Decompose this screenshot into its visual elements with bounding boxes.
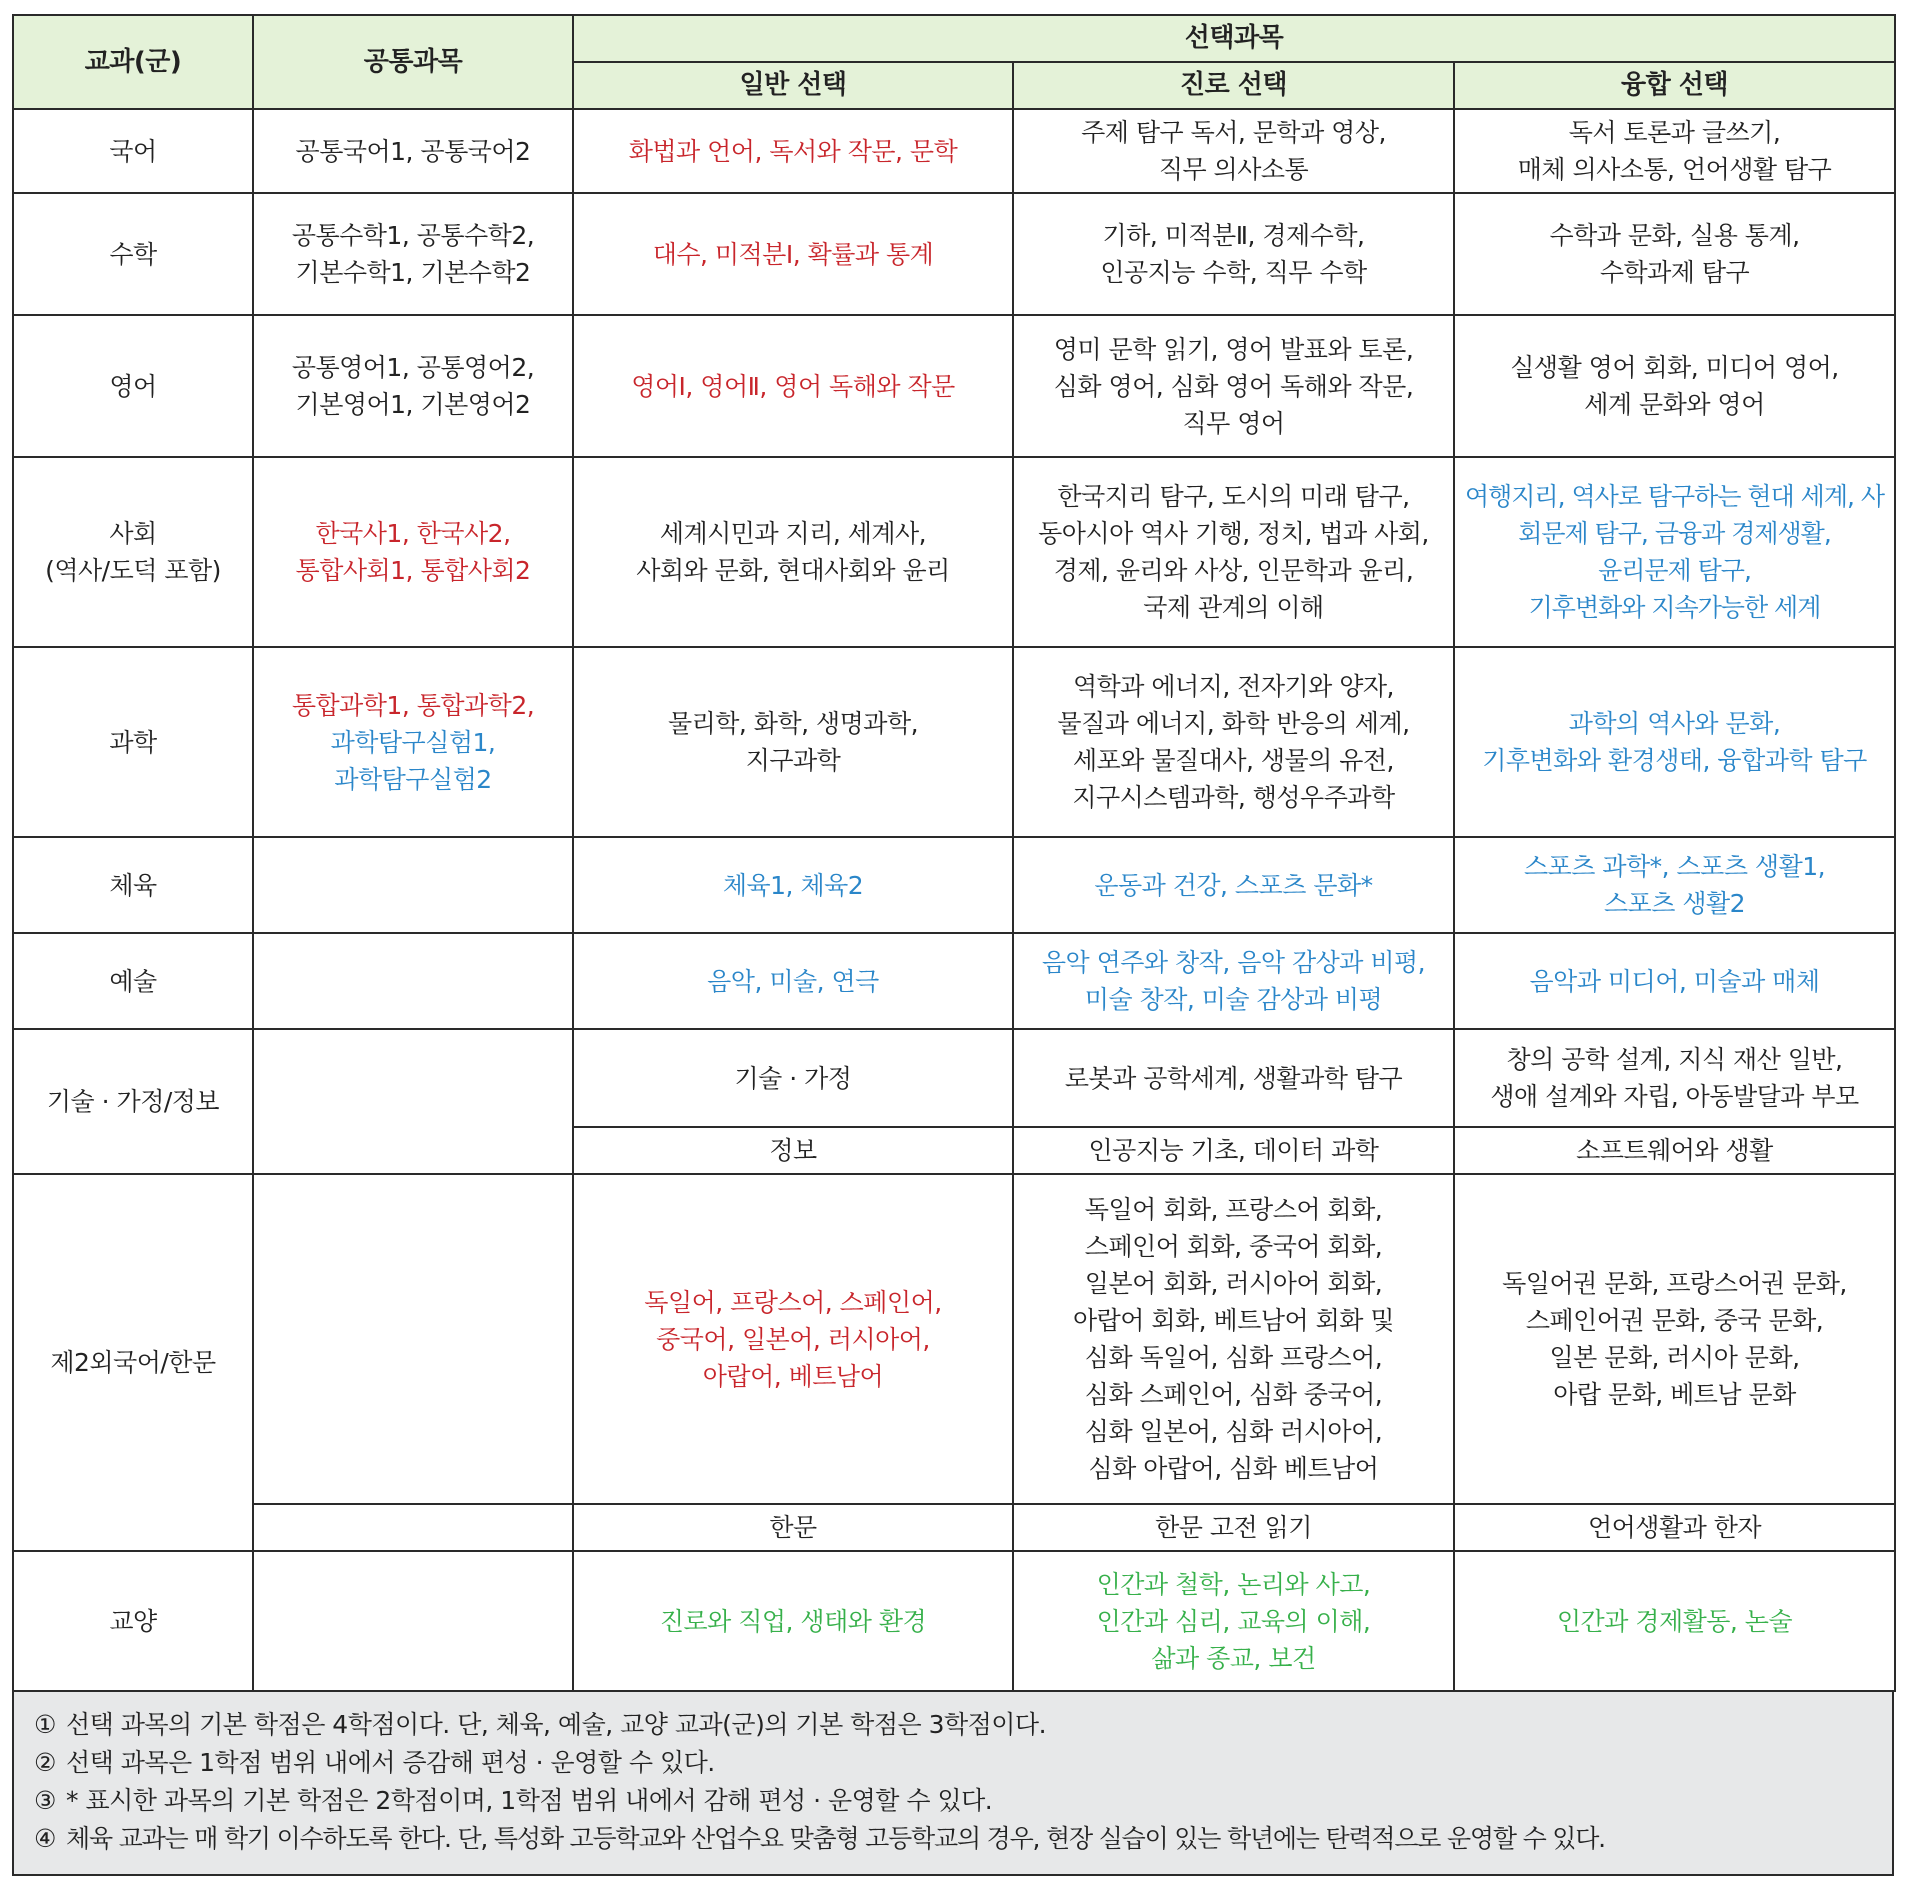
group-cell: 국어 — [13, 109, 253, 193]
note-text: 선택 과목은 1학점 범위 내에서 증감해 편성 · 운영할 수 있다. — [66, 1748, 715, 1777]
common-cell — [253, 193, 573, 315]
fusion-cell — [1454, 109, 1895, 193]
header-general: 일반 선택 — [573, 62, 1013, 109]
career-line: 동아시아 역사 기행, 정치, 법과 사회, — [1038, 519, 1429, 548]
row-arts — [13, 933, 1895, 1029]
fusion-cell — [1454, 457, 1895, 647]
career-line: 경제, 윤리와 사상, 인문학과 윤리, — [1053, 556, 1414, 585]
general-cell: 음악, 미술, 연극 — [573, 933, 1013, 1029]
career-cell: 로봇과 공학세계, 생활과학 탐구 — [1013, 1029, 1454, 1127]
group-cell: 과학 — [13, 647, 253, 837]
header-elective: 선택과목 — [573, 15, 1895, 62]
career-line: 심화 스페인어, 심화 중국어, — [1084, 1380, 1383, 1409]
career-line: 인간과 철학, 논리와 사고, — [1096, 1569, 1371, 1599]
general-cell: 영어Ⅰ, 영어Ⅱ, 영어 독해와 작문 — [573, 315, 1013, 457]
note-text: 선택 과목의 기본 학점은 4학점이다. 단, 체육, 예술, 교양 교과(군)의 기본 학점은 3학점이다. — [66, 1710, 1047, 1739]
common-cell — [253, 1504, 573, 1551]
common-cell — [253, 647, 573, 837]
career-line: 물질과 에너지, 화학 반응의 세계, — [1057, 709, 1410, 738]
common-cell: 공통국어1, 공통국어2 — [253, 109, 573, 193]
career-line: 미술 창작, 미술 감상과 비평 — [1084, 985, 1383, 1014]
common-cell — [253, 1551, 573, 1691]
group-line: (역사/도덕 포함) — [45, 556, 221, 585]
header-career: 진로 선택 — [1013, 62, 1454, 109]
fusion-line: 과학의 역사와 문화, — [1568, 709, 1781, 738]
group-cell: 예술 — [13, 933, 253, 1029]
general-cell — [573, 1174, 1013, 1504]
note-mark: ② — [34, 1748, 56, 1777]
row-lang2-b — [13, 1504, 1895, 1551]
note-item — [34, 1782, 1872, 1820]
fusion-cell — [1454, 193, 1895, 315]
career-line: 역학과 에너지, 전자기와 양자, — [1072, 672, 1395, 701]
fusion-cell: 음악과 미디어, 미술과 매체 — [1454, 933, 1895, 1029]
career-line: 음악 연주와 창작, 음악 감상과 비평, — [1041, 948, 1426, 977]
career-cell: 운동과 건강, 스포츠 문화* — [1013, 837, 1454, 933]
notes-box — [12, 1692, 1894, 1876]
group-cell — [13, 457, 253, 647]
curriculum-table — [12, 14, 1896, 1692]
row-korean — [13, 109, 1895, 193]
common-line: 한국사1, 한국사2, — [315, 519, 511, 548]
general-line: 아랍어, 베트남어 — [702, 1361, 884, 1391]
common-line: 과학탐구실험2 — [334, 764, 492, 794]
fusion-cell: 언어생활과 한자 — [1454, 1504, 1895, 1551]
common-line: 과학탐구실험1, — [330, 727, 496, 757]
common-line: 기본영어1, 기본영어2 — [295, 390, 531, 419]
general-cell: 화법과 언어, 독서와 작문, 문학 — [573, 109, 1013, 193]
note-item — [34, 1706, 1872, 1744]
group-cell: 기술 · 가정/정보 — [13, 1029, 253, 1174]
career-cell — [1013, 647, 1454, 837]
general-cell — [573, 457, 1013, 647]
career-cell — [1013, 457, 1454, 647]
fusion-line: 스포츠 생활2 — [1603, 889, 1746, 918]
fusion-line: 스페인어권 문화, 중국 문화, — [1525, 1306, 1824, 1335]
fusion-line: 기후변화와 지속가능한 세계 — [1528, 593, 1821, 622]
group-line: 사회 — [109, 519, 157, 548]
fusion-line: 기후변화와 환경생태, 융합과학 탐구 — [1482, 746, 1867, 775]
career-line: 심화 일본어, 심화 러시아어, — [1084, 1417, 1383, 1446]
note-mark: ③ — [34, 1786, 56, 1815]
career-cell: 한문 고전 읽기 — [1013, 1504, 1454, 1551]
fusion-cell — [1454, 1174, 1895, 1504]
career-line: 국제 관계의 이해 — [1143, 593, 1324, 622]
general-line: 지구과학 — [745, 746, 841, 775]
fusion-cell — [1454, 1029, 1895, 1127]
general-cell — [573, 647, 1013, 837]
fusion-cell — [1454, 837, 1895, 933]
career-cell — [1013, 933, 1454, 1029]
common-cell — [253, 1174, 573, 1504]
fusion-line: 스포츠 과학*, 스포츠 생활1, — [1523, 852, 1826, 881]
career-cell — [1013, 315, 1454, 457]
common-cell — [253, 457, 573, 647]
career-cell — [1013, 109, 1454, 193]
career-line: 스페인어 회화, 중국어 회화, — [1084, 1232, 1383, 1261]
row-science — [13, 647, 1895, 837]
note-mark: ④ — [34, 1824, 56, 1853]
fusion-line: 생애 설계와 자립, 아동발달과 부모 — [1490, 1082, 1859, 1111]
career-cell — [1013, 193, 1454, 315]
general-cell: 기술 · 가정 — [573, 1029, 1013, 1127]
note-text: * 표시한 과목의 기본 학점은 2학점이며, 1학점 범위 내에서 감해 편성 · 운영할 수 있다. — [66, 1786, 993, 1815]
row-lang2-a — [13, 1174, 1895, 1504]
career-line: 직무 영어 — [1182, 408, 1285, 438]
header-common: 공통과목 — [253, 15, 573, 109]
career-line: 삶과 종교, 보건 — [1151, 1643, 1316, 1673]
general-line: 중국어, 일본어, 러시아어, — [656, 1324, 930, 1354]
fusion-line: 수학과제 탐구 — [1599, 258, 1750, 287]
career-line: 한국지리 탐구, 도시의 미래 탐구, — [1057, 482, 1410, 511]
career-line: 아랍어 회화, 베트남어 회화 및 — [1072, 1306, 1395, 1335]
general-line: 독일어, 프랑스어, 스페인어, — [644, 1287, 942, 1317]
fusion-line: 매체 의사소통, 언어생활 탐구 — [1517, 155, 1832, 184]
group-cell: 제2외국어/한문 — [13, 1174, 253, 1551]
common-cell — [253, 837, 573, 933]
common-cell — [253, 315, 573, 457]
fusion-line: 여행지리, 역사로 탐구하는 현대 세계, 사 — [1464, 482, 1885, 511]
fusion-cell — [1454, 315, 1895, 457]
curriculum-sheet — [12, 14, 1894, 1876]
fusion-line: 독서 토론과 글쓰기, — [1568, 118, 1781, 147]
group-cell: 교양 — [13, 1551, 253, 1691]
fusion-cell: 인간과 경제활동, 논술 — [1454, 1551, 1895, 1691]
group-cell: 체육 — [13, 837, 253, 933]
career-line: 주제 탐구 독서, 문학과 영상, — [1081, 118, 1386, 147]
note-item — [34, 1820, 1872, 1858]
note-text: 체육 교과는 매 학기 이수하도록 한다. 단, 특성화 고등학교와 산업수요 맞춤형 고등학교의 경우, 현장 실습이 있는 학년에는 탄력적으로 운영할 수 있다. — [66, 1824, 1605, 1853]
row-pe — [13, 837, 1895, 933]
note-mark: ① — [34, 1710, 56, 1739]
fusion-line: 윤리문제 탐구, — [1598, 556, 1751, 585]
common-line: 공통수학1, 공통수학2, — [291, 221, 535, 250]
header-group: 교과(군) — [13, 15, 253, 109]
career-line: 심화 독일어, 심화 프랑스어, — [1084, 1343, 1383, 1372]
general-line: 사회와 문화, 현대사회와 윤리 — [636, 556, 950, 585]
career-line: 인공지능 수학, 직무 수학 — [1100, 258, 1367, 287]
career-line: 독일어 회화, 프랑스어 회화, — [1084, 1195, 1383, 1224]
career-line: 기하, 미적분Ⅱ, 경제수학, — [1102, 221, 1365, 250]
fusion-cell — [1454, 647, 1895, 837]
common-line: 통합과학1, 통합과학2, — [291, 690, 535, 720]
common-line: 공통영어1, 공통영어2, — [291, 353, 535, 382]
row-math — [13, 193, 1895, 315]
general-line: 물리학, 화학, 생명과학, — [667, 709, 919, 738]
fusion-line: 일본 문화, 러시아 문화, — [1549, 1343, 1800, 1372]
common-cell — [253, 1029, 573, 1174]
general-line: 세계시민과 지리, 세계사, — [659, 519, 927, 548]
general-cell: 대수, 미적분Ⅰ, 확률과 통계 — [573, 193, 1013, 315]
general-cell: 한문 — [573, 1504, 1013, 1551]
career-line: 심화 영어, 심화 영어 독해와 작문, — [1053, 371, 1414, 401]
note-item — [34, 1744, 1872, 1782]
career-line: 직무 의사소통 — [1158, 155, 1309, 184]
row-english — [13, 315, 1895, 457]
fusion-cell: 소프트웨어와 생활 — [1454, 1127, 1895, 1174]
row-tech-a — [13, 1029, 1895, 1127]
career-line: 세포와 물질대사, 생물의 유전, — [1072, 746, 1395, 775]
career-cell — [1013, 1174, 1454, 1504]
fusion-line: 수학과 문화, 실용 통계, — [1549, 221, 1800, 250]
row-liberal — [13, 1551, 1895, 1691]
fusion-line: 회문제 탐구, 금융과 경제생활, — [1518, 519, 1831, 548]
fusion-line: 아랍 문화, 베트남 문화 — [1553, 1380, 1796, 1409]
common-line: 통합사회1, 통합사회2 — [295, 556, 531, 585]
group-cell: 수학 — [13, 193, 253, 315]
fusion-line: 세계 문화와 영어 — [1584, 390, 1765, 419]
fusion-line: 독일어권 문화, 프랑스어권 문화, — [1502, 1269, 1847, 1298]
fusion-line: 창의 공학 설계, 지식 재산 일반, — [1506, 1045, 1843, 1074]
general-cell: 진로와 직업, 생태와 환경 — [573, 1551, 1013, 1691]
career-cell — [1013, 1551, 1454, 1691]
common-cell — [253, 933, 573, 1029]
career-line: 심화 아랍어, 심화 베트남어 — [1088, 1454, 1379, 1483]
fusion-line: 실생활 영어 회화, 미디어 영어, — [1510, 353, 1839, 382]
career-line: 영미 문학 읽기, 영어 발표와 토론, — [1053, 334, 1414, 364]
common-line: 기본수학1, 기본수학2 — [295, 258, 531, 287]
general-cell: 체육1, 체육2 — [573, 837, 1013, 933]
career-line: 인간과 심리, 교육의 이해, — [1096, 1606, 1371, 1636]
career-line: 지구시스템과학, 행성우주과학 — [1072, 783, 1395, 812]
group-cell: 영어 — [13, 315, 253, 457]
career-cell: 인공지능 기초, 데이터 과학 — [1013, 1127, 1454, 1174]
header-fusion: 융합 선택 — [1454, 62, 1895, 109]
career-line: 일본어 회화, 러시아어 회화, — [1084, 1269, 1383, 1298]
general-cell: 정보 — [573, 1127, 1013, 1174]
row-social — [13, 457, 1895, 647]
